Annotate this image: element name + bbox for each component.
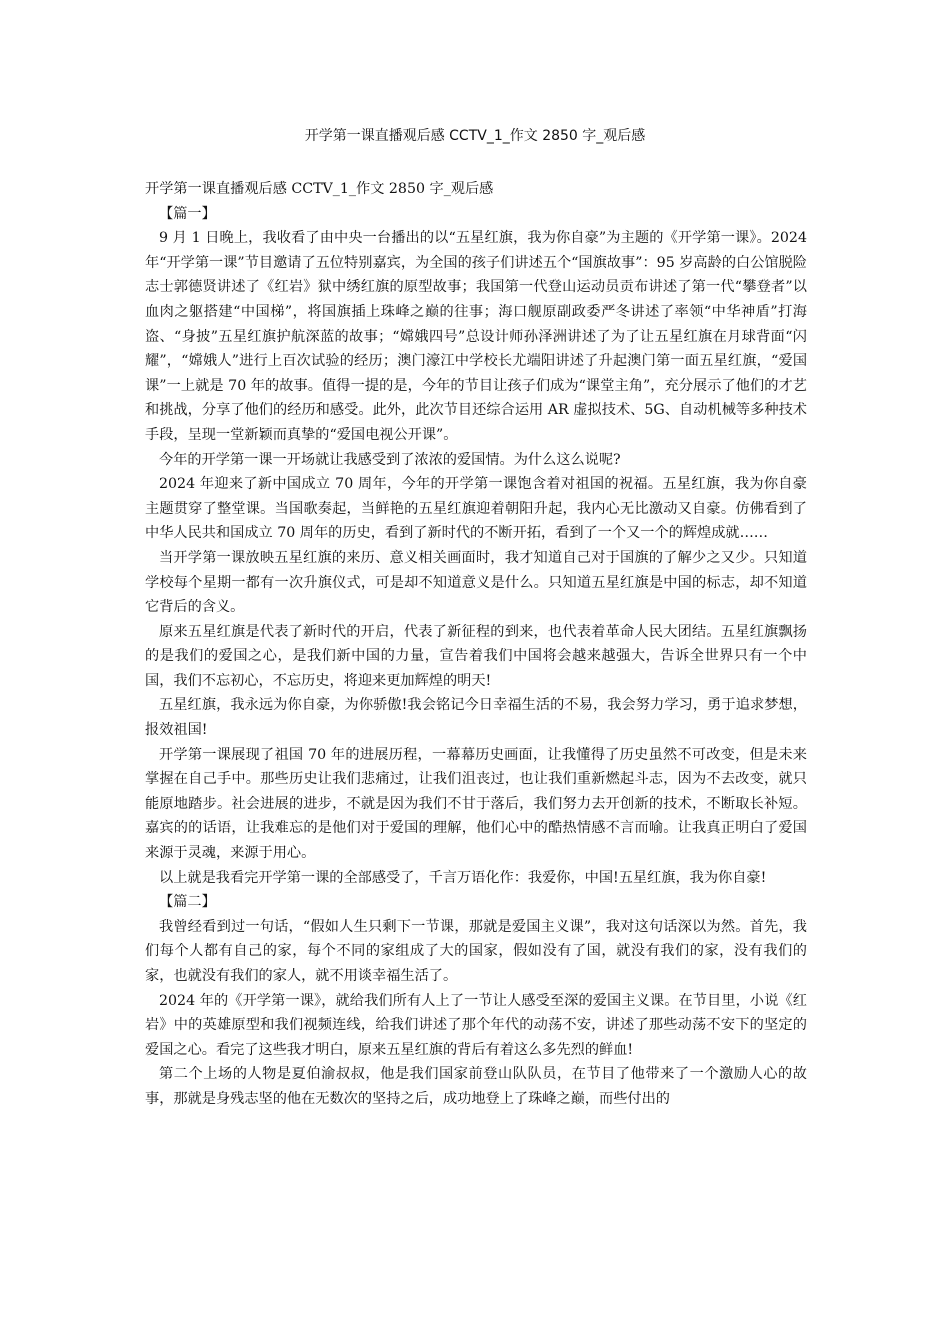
paragraph: 我曾经看到过一句话，“假如人生只剩下一节课，那就是爱国主义课”，我对这句话深以为然。首先，我们每个人都有自己的家，每个不同的家组成了大的国家，假如没有了国，就没有我们的家，没有我们的家，也就没有我们的家人，就不用谈幸福生活了。: [145, 918, 807, 984]
paragraph: 今年的开学第一课一开场就让我感受到了浓浓的爱国情。为什么这么说呢?: [159, 451, 621, 468]
paragraph: 9 月 1 日晚上，我收看了由中央一台播出的以“五星红旗，我为你自豪”为主题的《开学第一课》。2024 年“开学第一课”节目邀请了五位特别嘉宾，为全国的孩子们讲述五个“国旗故事”：95 岁高龄的白公馆脱险志士郭德贤讲述了《红岩》狱中绣红旗的原型故事；我国第一代登山运动员贡布讲述了第一代“攀登者”以血肉之躯搭建“中国梯”，将国旗插上珠峰之巅的往事；海口舰原副政委严冬讲述了率领“中华神盾”打海盗、“身披”五星红旗护航深蓝的故事；“嫦娥四号”总设计师孙泽洲讲述了为了让五星红旗在月球背面“闪耀”，“嫦娥人”进行上百次试验的经历；澳门濠江中学校长尤端阳讲述了升起澳门第一面五星红旗，“爱国课”一上就是 70 年的故事。值得一提的是，今年的节目让孩子们成为“课堂主角”，充分展示了他们的才艺和挑战，分享了他们的经历和感受。此外，此次节目还综合运用 AR 虚拟技术、5G、自动机械等多种技术手段，呈现一堂新颖而真挚的“爱国电视公开课”。: [145, 230, 808, 443]
paragraph: 第二个上场的人物是夏伯渝叔叔，他是我们国家前登山队队员，在节目了他带来了一个激励人心的故事，那就是身残志坚的他在无数次的坚持之后，成功地登上了珠峰之巅，而些付出的: [145, 1066, 807, 1107]
document-title: 开学第一课直播观后感 CCTV_1_作文 2850 字_观后感: [304, 128, 646, 144]
document-body: [145, 177, 807, 1112]
paragraph: 原来五星红旗是代表了新时代的开启，代表了新征程的到来，也代表着革命人民大团结。五星红旗飘扬的是我们的爱国之心，是我们新中国的力量，宣告着我们中国将会越来越强大，告诉全世界只有一个中国，我们不忘初心，不忘历史，将迎来更加辉煌的明天!: [145, 623, 807, 689]
document-subtitle: 开学第一课直播观后感 CCTV_1_作文 2850 字_观后感: [145, 181, 494, 197]
paragraph: 开学第一课展现了祖国 70 年的进展历程，一幕幕历史画面，让我懂得了历史虽然不可改变，但是未来掌握在自己手中。那些历史让我们悲痛过，让我们沮丧过，也让我们重新燃起斗志，因为不去改变，就只能原地踏步。社会进展的进步，不就是因为我们不甘于落后，我们努力去开创新的技术，不断取长补短。嘉宾的的话语，让我难忘的是他们对于爱国的理解，他们心中的酷热情感不言而喻。让我真正明白了爱国来源于灵魂，来源于用心。: [145, 746, 807, 862]
section-heading: 【篇一】: [159, 205, 216, 222]
paragraph: 2024 年的《开学第一课》，就给我们所有人上了一节让人感受至深的爱国主义课。在节目里，小说《红岩》中的英雄原型和我们视频连线，给我们讲述了那个年代的动荡不安，讲述了那些动荡不安下的坚定的爱国之心。看完了这些我才明白，原来五星红旗的背后有着这么多先烈的鲜血!: [145, 992, 807, 1058]
paragraph: 五星红旗，我永远为你自豪，为你骄傲!我会铭记今日幸福生活的不易，我会努力学习，勇于追求梦想，报效祖国!: [145, 697, 807, 739]
paragraph: 2024 年迎来了新中国成立 70 周年，今年的开学第一课饱含着对祖国的祝福。五星红旗，我为你自豪主题贯穿了整堂课。当国歌奏起，当鲜艳的五星红旗迎着朝阳升起，我内心无比激动又自豪。仿佛看到了中华人民共和国成立 70 周年的历史，看到了新时代的不断开拓，看到了一个又一个的辉煌成就……: [145, 476, 807, 542]
paragraph: 当开学第一课放映五星红旗的来历、意义相关画面时，我才知道自己对于国旗的了解少之又少。只知道学校每个星期一都有一次升旗仪式，可是却不知道意义是什么。只知道五星红旗是中国的标志，却不知道它背后的含义。: [145, 549, 807, 616]
paragraph: 以上就是我看完开学第一课的全部感受了，千言万语化作：我爱你，中国!五星红旗，我为你自豪!: [159, 869, 767, 886]
section-heading: 【篇二】: [159, 894, 216, 911]
